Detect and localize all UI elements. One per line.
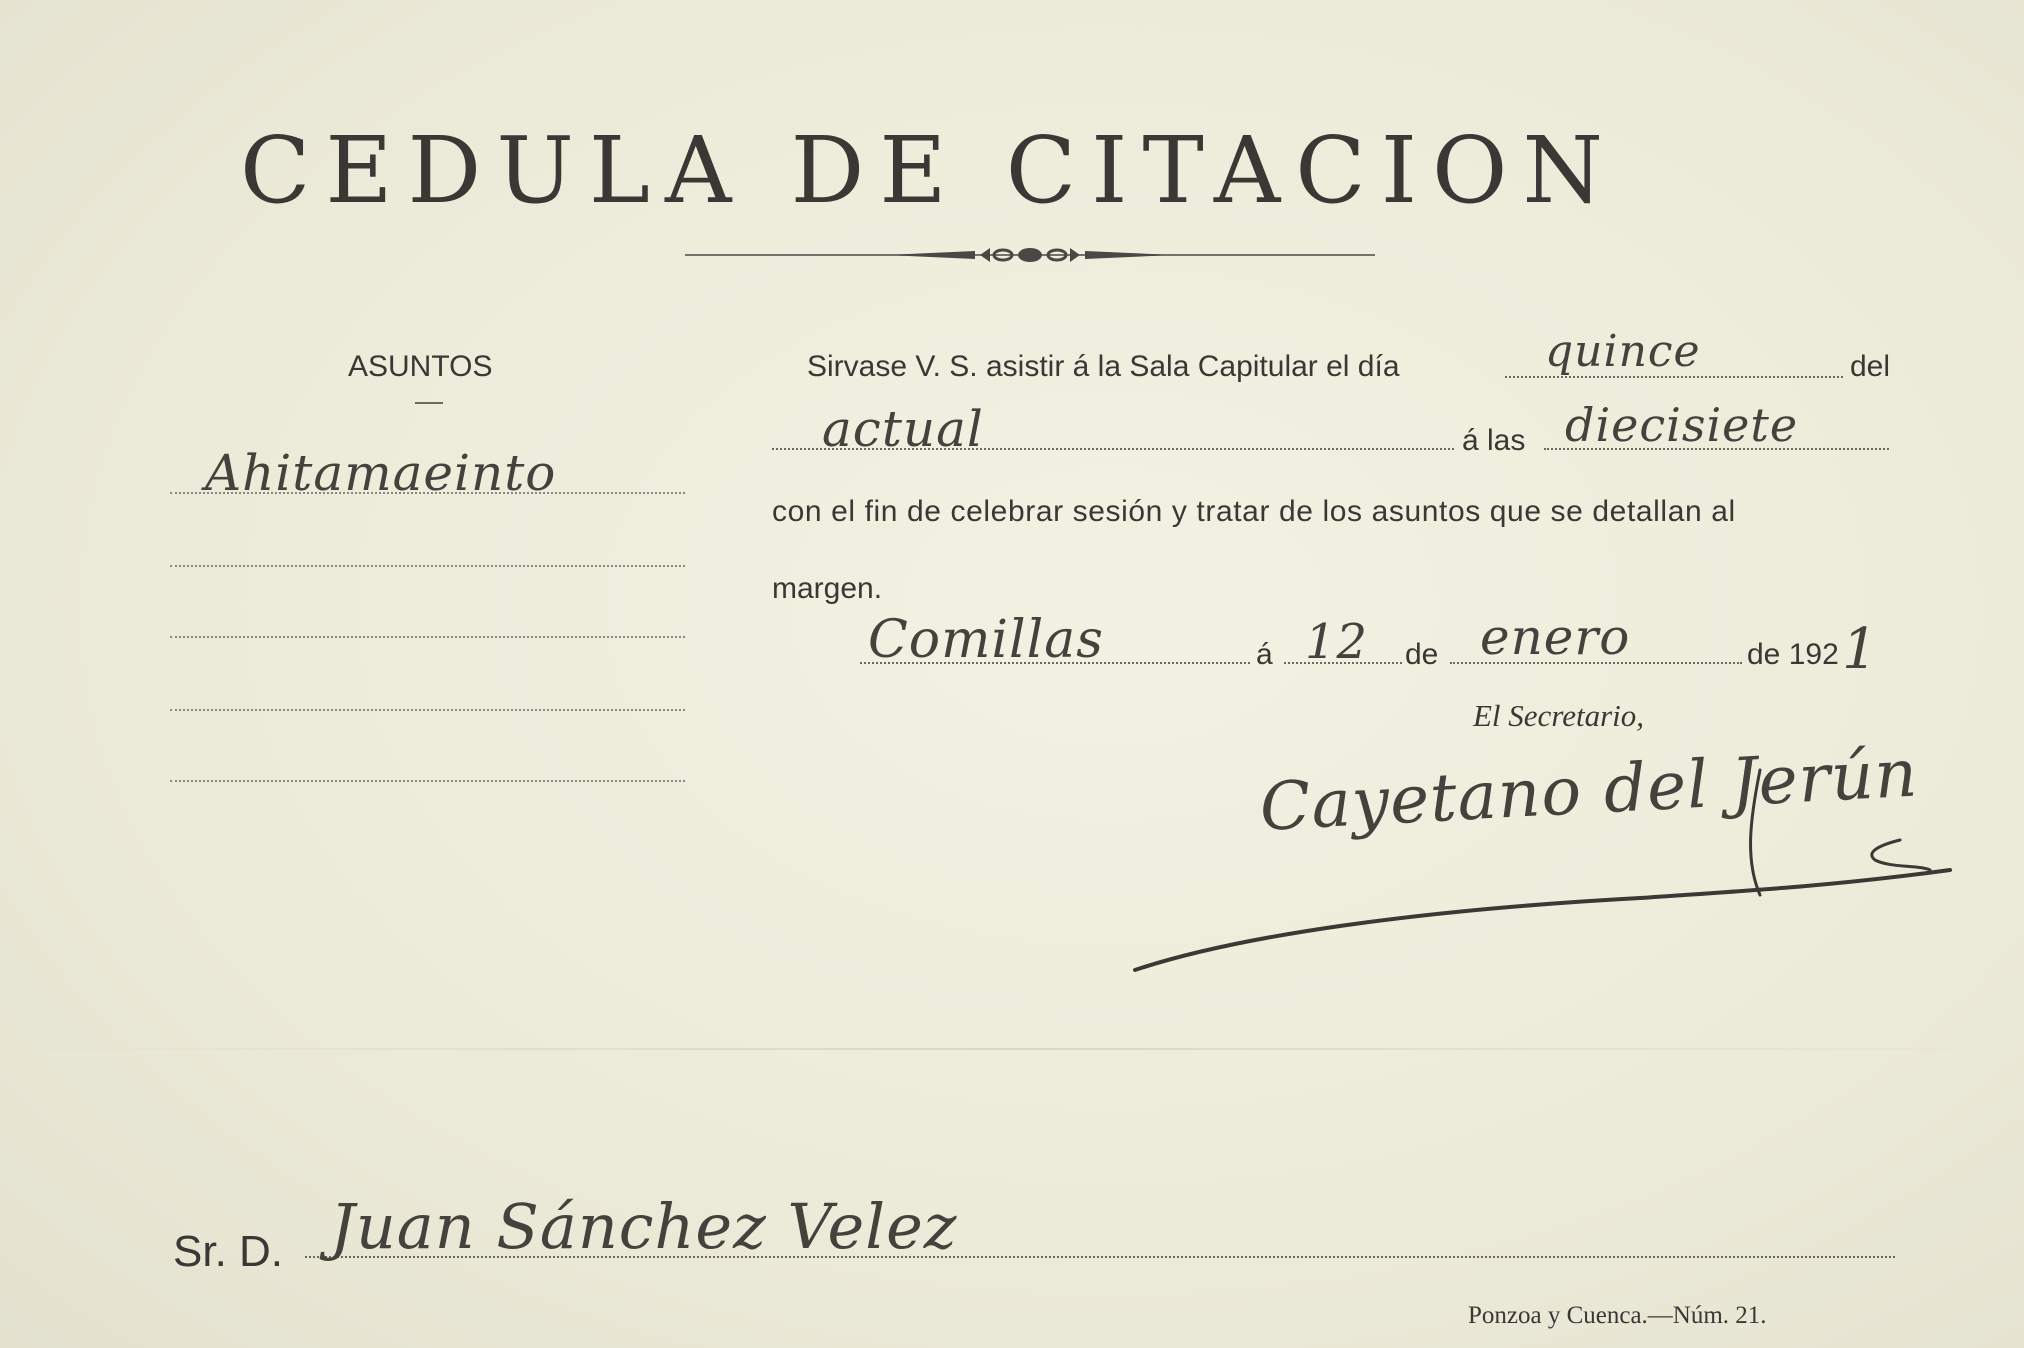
- asunto-line: [170, 636, 685, 638]
- asuntos-dash: [415, 402, 443, 404]
- secretary-signature: Cayetano del Jerún: [1257, 734, 1920, 846]
- date-year-prefix: de 192: [1747, 638, 1839, 671]
- body-line1-prefix: Sirvase V. S. asistir á la Sala Capitular el día: [807, 350, 1400, 383]
- date-month-handwritten: enero: [1480, 608, 1631, 666]
- asunto-line: [170, 565, 685, 567]
- date-year-handwritten: 1: [1842, 617, 1879, 682]
- asunto-item: Ahitamaeinto: [205, 444, 557, 502]
- asunto-line: [170, 709, 685, 711]
- date-de-label: de: [1405, 638, 1439, 671]
- paper-fold: [0, 1048, 2024, 1050]
- asunto-line: [170, 780, 685, 782]
- day-handwritten: quince: [1545, 326, 1701, 377]
- month-handwritten: actual: [822, 400, 984, 458]
- hour-handwritten: diecisiete: [1565, 398, 1799, 452]
- document-title: CEDULA DE CITACION: [240, 117, 1618, 224]
- body-line1-suffix: del: [1850, 350, 1891, 383]
- ornament-divider-icon: [685, 238, 1375, 272]
- addressee-prefix: Sr. D.: [173, 1227, 284, 1276]
- date-a-label: á: [1256, 638, 1273, 671]
- addressee-handwritten: Juan Sánchez Velez: [330, 1190, 958, 1263]
- at-label: á las: [1462, 424, 1526, 457]
- asunto-line: [170, 492, 685, 494]
- signature-flourish-icon: [1120, 720, 2020, 1000]
- body-line3: con el fin de celebrar sesión y tratar de los asuntos que se detallan al: [772, 495, 1736, 528]
- date-day-handwritten: 12: [1305, 614, 1369, 670]
- printer-imprint: Ponzoa y Cuenca.—Núm. 21.: [1468, 1302, 1767, 1329]
- secretary-role: El Secretario,: [1473, 698, 1645, 733]
- place-handwritten: Comillas: [868, 610, 1104, 670]
- asuntos-label: ASUNTOS: [348, 350, 493, 383]
- body-line4: margen.: [772, 572, 883, 605]
